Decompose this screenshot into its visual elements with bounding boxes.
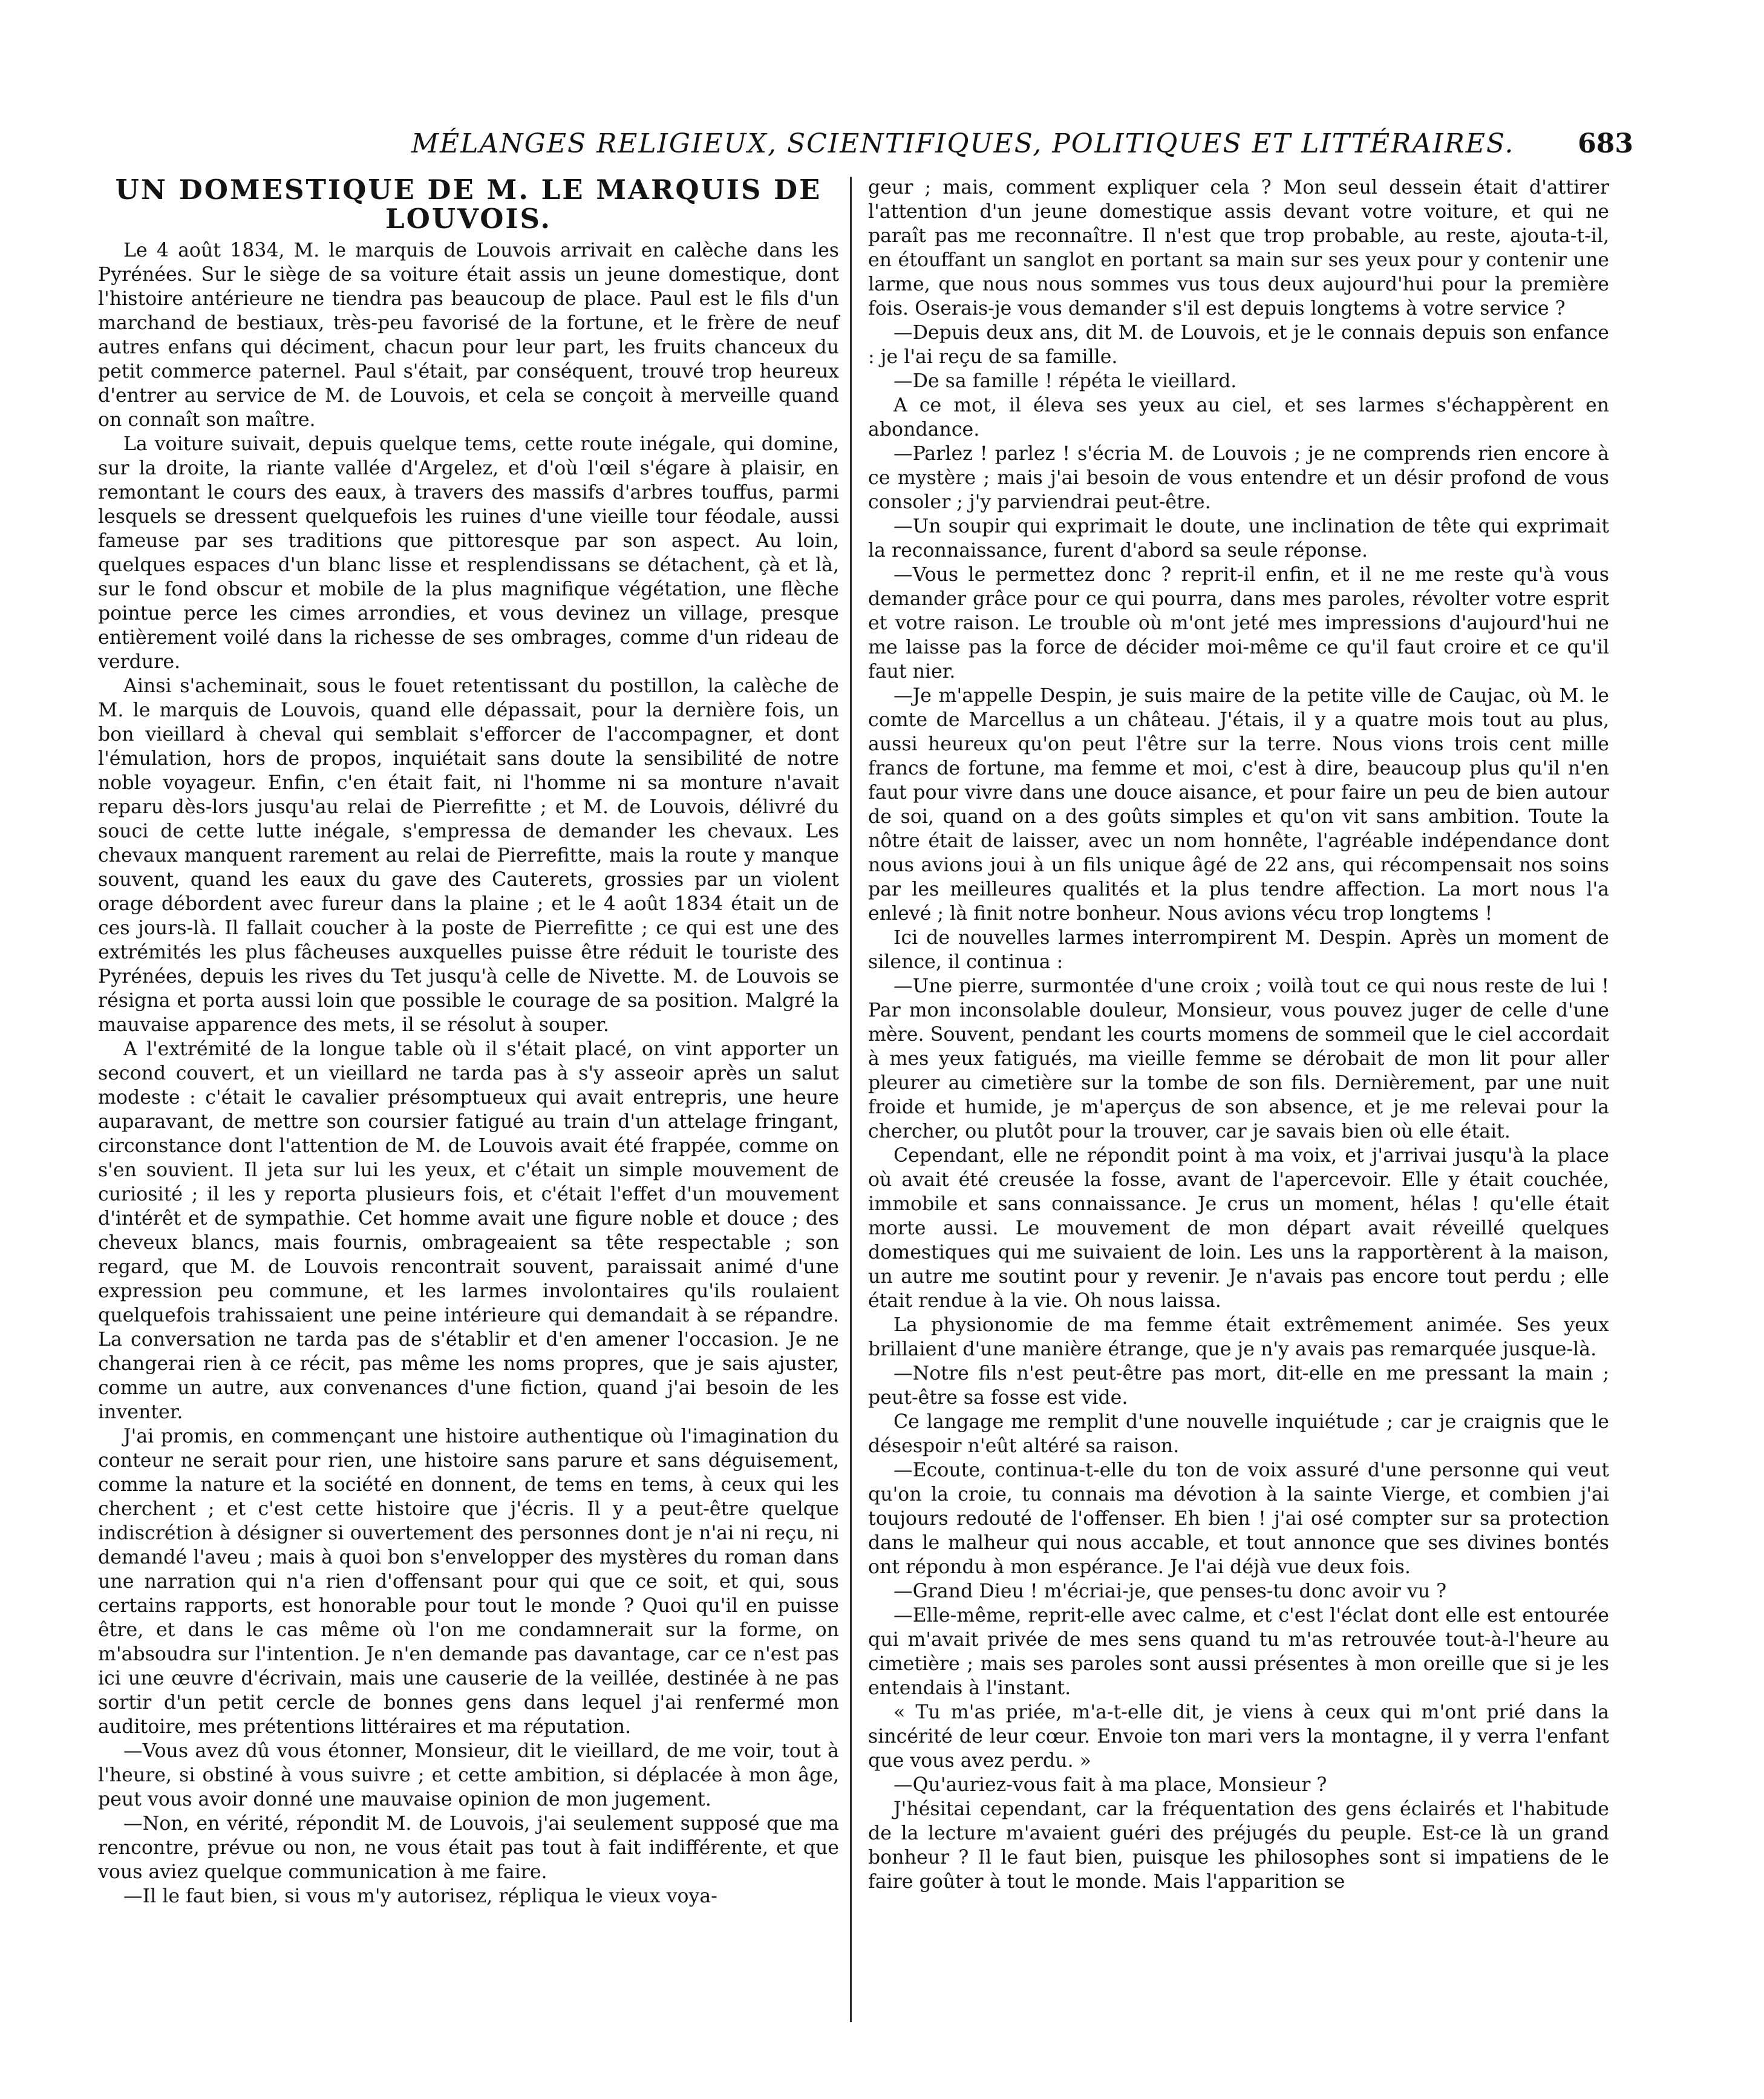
right-column [868, 175, 1609, 1894]
paragraph: La voiture suivait, depuis quelque tems, cette route inégale, qui domine, sur la droite, la riante vallée d'Argelez, et d'où l'œil s'égare à plaisir, en remontant le cours des eaux, à travers des massifs d'arbres touffus, parmi lesquels se dressent quelquefois les ruines d'une vieille tour féodale, aussi fameuse par ses traditions que pittoresque par son aspect. Au loin, quelques espaces d'un blanc lisse et resplendissans se détachent, çà et là, sur le fond obscur et mobile de la plus magnifique végétation, une flèche pointue perce les cimes arrondies, et vous devinez un village, presque entièrement voilé dans la richesse de ses ombrages, comme d'un rideau de verdure. [98, 433, 839, 673]
paragraph: —Qu'auriez-vous fait à ma place, Monsieur ? [893, 1774, 1327, 1796]
paragraph: —Vous avez dû vous étonner, Monsieur, dit le vieillard, de me voir, tout à l'heure, si obstiné à vous suivre ; et cette ambition, si déplacée à mon âge, peut vous avoir donné une mauvaise opinion de mon jugement. [98, 1740, 839, 1810]
page-number: 683 [1578, 128, 1633, 159]
paragraph: —Parlez ! parlez ! s'écria M. de Louvois ; je ne comprends rien encore à ce mystère ; mais j'ai besoin de vous entendre et un désir profond de vous consoler ; j'y parviendrai peut-être. [868, 443, 1609, 513]
paragraph: « Tu m'as priée, m'a-t-elle dit, je viens à ceux qui m'ont prié dans la sincérité de leur cœur. Envoie ton mari vers la montagne, il y verra l'enfant que vous avez perdu. » [868, 1701, 1609, 1772]
paragraph: —Un soupir qui exprimait le doute, une inclination de tête qui exprimait la reconnaissance, furent d'abord sa seule réponse. [868, 516, 1609, 562]
paragraph: Le 4 août 1834, M. le marquis de Louvois arrivait en calèche dans les Pyrénées. Sur le siège de sa voiture était assis un jeune domestique, dont l'histoire antérieure ne tiendra pas beaucoup de place. Paul est le fils d'un marchand de bestiaux, très-peu favorisé de la fortune, et le frère de neuf autres enfans qui déciment, chacun pour leur part, les fruits chanceux du petit commerce paternel. Paul s'était, par conséquent, trouvé trop heureux d'entrer au service de M. de Louvois, et cela se conçoit à merveille quand on connaît son maître. [98, 240, 839, 431]
paragraph: geur ; mais, comment expliquer cela ? Mon seul dessein était d'attirer l'attention d'un jeune domestique assis devant votre voiture, et qui ne paraît pas me reconnaître. Il n'est que trop probable, au reste, ajouta-t-il, en étouffant un sanglot en portant sa main sur ses yeux pour y contenir une larme, que nous nous sommes vus tous deux aujourd'hui pour la première fois. Oserais-je vous demander s'il est depuis longtems à votre service ? [868, 177, 1609, 319]
article-title: UN DOMESTIQUE DE M. LE MARQUIS DE LOUVOIS. [115, 174, 822, 235]
left-column [98, 175, 839, 1908]
paragraph: —Elle-même, reprit-elle avec calme, et c'est l'éclat dont elle est entourée qui m'avait privée de mes sens quand tu m'as retrouvée tout-à-l'heure au cimetière ; mais ses paroles sont aussi présentes à mon oreille que si je les entendais à l'instant. [868, 1605, 1609, 1699]
running-header [103, 128, 1639, 165]
paragraph: A l'extrémité de la longue table où il s'était placé, on vint apporter un second couvert, et un vieillard ne tarda pas à s'y asseoir après un salut modeste : c'était le cavalier présomptueux qui avait entrepris, une heure auparavant, de mettre son coursier fatigué au train d'un attelage fringant, circonstance dont l'attention de M. de Louvois avait été frappée, comme on s'en souvient. Il jeta sur lui les yeux, et c'était un simple mouvement de curiosité ; il les y reporta plusieurs fois, et c'était l'effet d'un mouvement d'intérêt et de sympathie. Cet homme avait une figure noble et douce ; des cheveux blancs, mais fournis, ombrageaient sa tête respectable ; son regard, que M. de Louvois rencontrait souvent, paraissait animé d'une expression peu commune, et les larmes involontaires qu'ils roulaient quelquefois trahissaient une peine intérieure qui demandait à se répandre. La conversation ne tarda pas de s'établir et d'en amener l'occasion. Je ne changerai rien à ce récit, pas même les noms propres, que je sais ajuster, comme un autre, aux convenances d'une fiction, quand j'ai besoin de les inventer. [98, 1038, 839, 1423]
paragraph: Ainsi s'acheminait, sous le fouet retentissant du postillon, la calèche de M. le marquis de Louvois, quand elle dépassait, pour la dernière fois, un bon vieillard à cheval qui semblait s'efforcer de l'accompagner, et dont l'émulation, hors de propos, inquiétait sans doute la sensibilité de notre noble voyageur. Enfin, c'en était fait, ni l'homme ni sa monture n'avait reparu dès-lors jusqu'au relai de Pierrefitte ; et M. de Louvois, délivré du souci de cette lutte inégale, s'empressa de demander les chevaux. Les chevaux manquent rarement au relai de Pierrefitte, mais la route y manque souvent, quand les eaux du gave des Cauterets, grossies par un violent orage débordent avec fureur dans la plaine ; et le 4 août 1834 était un de ces jours-là. Il fallait coucher à la poste de Pierrefitte ; ce qui est une des extrémités les plus fâcheuses auxquelles puisse être réduit le touriste des Pyrénées, depuis les rives du Tet jusqu'à celle de Nivette. M. de Louvois se résigna et porta aussi loin que possible le courage de sa position. Malgré la mauvaise apparence des mets, il se résolut à souper. [98, 675, 839, 1036]
paragraph: —Depuis deux ans, dit M. de Louvois, et je le connais depuis son enfance : je l'ai reçu de sa famille. [868, 322, 1609, 368]
paragraph: —Il le faut bien, si vous m'y autorisez, répliqua le vieux voya- [123, 1885, 717, 1907]
paragraph: Cependant, elle ne répondit point à ma voix, et j'arrivai jusqu'à la place où avait été creusée la fosse, avant de l'apercevoir. Elle y était couchée, immobile et sans connaissance. Je crus un moment, hélas ! qu'elle était morte aussi. Le mouvement de mon départ avait réveillé quelques domestiques qui me suivaient de loin. Les uns la rapportèrent à la maison, un autre me soutint pour y revenir. Je n'avais pas encore tout perdu ; elle était rendue à la vie. Oh nous laissa. [868, 1145, 1609, 1312]
paragraph: J'hésitai cependant, car la fréquentation des gens éclairés et l'habitude de la lecture m'avaient guéri des préjugés du peuple. Est-ce là un grand bonheur ? Il le faut bien, puisque les philosophes sont si impatiens de le faire goûter à tout le monde. Mais l'apparition se [868, 1798, 1609, 1893]
paragraph: —Je m'appelle Despin, je suis maire de la petite ville de Caujac, où M. le comte de Marcellus a un château. J'étais, il y a quatre mois tout au plus, aussi heureux qu'on peut l'être sur la terre. Nous vions trois cent mille francs de fortune, ma femme et moi, c'est à dire, beaucoup plus qu'il n'en faut pour vivre dans une douce aisance, et pour faire un peu de bien autour de soi, quand on a des goûts simples et qu'on vit sans ambition. Toute la nôtre était de laisser, avec un nom honnête, l'agréable indépendance dont nous avions joui à un fils unique âgé de 22 ans, qui récompensait nos soins par les meilleures qualités et la plus tendre affection. La mort nous l'a enlevé ; là finit notre bonheur. Nous avions vécu trop longtems ! [868, 685, 1609, 925]
paragraph: —Non, en vérité, répondit M. de Louvois, j'ai seulement supposé que ma rencontre, prévue ou non, ne vous était pas tout à fait indifférente, et que vous aviez quelque communication à me faire. [98, 1813, 839, 1883]
paragraph: Ici de nouvelles larmes interrompirent M. Despin. Après un moment de silence, il continua : [868, 927, 1609, 973]
paragraph: A ce mot, il éleva ses yeux au ciel, et ses larmes s'échappèrent en abondance. [868, 395, 1609, 440]
paragraph: J'ai promis, en commençant une histoire authentique où l'imagination du conteur ne serait pour rien, une histoire sans parure et sans déguisement, comme la nature et la société en donnent, de tems en tems, à ceux qui les cherchent ; et c'est cette histoire que j'écris. Il y a peut-être quelque indiscrétion à désigner si ouvertement des personnes dont je n'ai ni reçu, ni demandé l'aveu ; mais à quoi bon s'envelopper des mystères du roman dans une narration qui n'a rien d'offensant pour qui que ce soit, et qui, sous certains rapports, est honorable pour tout le monde ? Quoi qu'il en puisse être, et dans le cas même où l'on me condamnerait sur la forme, on m'absoudra sur l'intention. Je n'en demande pas davantage, car ce n'est pas ici une œuvre d'écrivain, mais une causerie de la veillée, destinée à ne pas sortir d'un petit cercle de bonnes gens dans lequel j'ai renfermé mon auditoire, mes prétentions littéraires et ma réputation. [98, 1426, 839, 1738]
paragraph: —De sa famille ! répéta le vieillard. [893, 370, 1237, 392]
running-title: MÉLANGES RELIGIEUX, SCIENTIFIQUES, POLITIQUES ET LITTÉRAIRES. [411, 128, 1515, 159]
paragraph: La physionomie de ma femme était extrêmement animée. Ses yeux brillaient d'une manière étrange, que je n'y avais pas remarquée jusque-là. [868, 1314, 1609, 1360]
paragraph: —Une pierre, surmontée d'une croix ; voilà tout ce qui nous reste de lui ! Par mon inconsolable douleur, Monsieur, vous pouvez juger de celle d'une mère. Souvent, pendant les courts momens de sommeil que le ciel accordait à mes yeux fatigués, ma vieille femme se dérobait de mon lit pour aller pleurer au cimetière sur la tombe de son fils. Dernièrement, par une nuit froide et humide, je m'aperçus de son absence, et je me relevai pour la chercher, ou plutôt pour la trouver, car je savais bien où elle était. [868, 975, 1609, 1142]
column-divider [850, 177, 852, 2022]
paragraph: —Vous le permettez donc ? reprit-il enfin, et il ne me reste qu'à vous demander grâce pour ce qui pourra, dans mes paroles, révolter votre esprit et votre raison. Le trouble où m'ont jeté mes impressions d'aujourd'hui ne me laisse pas la force de décider moi-même ce qu'il faut croire et ce qu'il faut nier. [868, 564, 1609, 683]
paragraph: —Notre fils n'est peut-être pas mort, dit-elle en me pressant la main ; peut-être sa fosse est vide. [868, 1363, 1609, 1409]
paragraph: —Ecoute, continua-t-elle du ton de voix assuré d'une personne qui veut qu'on la croie, tu connais ma dévotion à la sainte Vierge, et combien j'ai toujours redouté de l'offenser. Eh bien ! j'ai osé compter sur sa protection dans le malheur qui nous accable, et tout annonce que ses divines bontés ont répondu à mon espérance. Je l'ai déjà vue deux fois. [868, 1459, 1609, 1578]
paragraph: Ce langage me remplit d'une nouvelle inquiétude ; car je craignis que le désespoir n'eût altéré sa raison. [868, 1411, 1609, 1457]
paragraph: —Grand Dieu ! m'écriai-je, que penses-tu donc avoir vu ? [893, 1580, 1447, 1602]
